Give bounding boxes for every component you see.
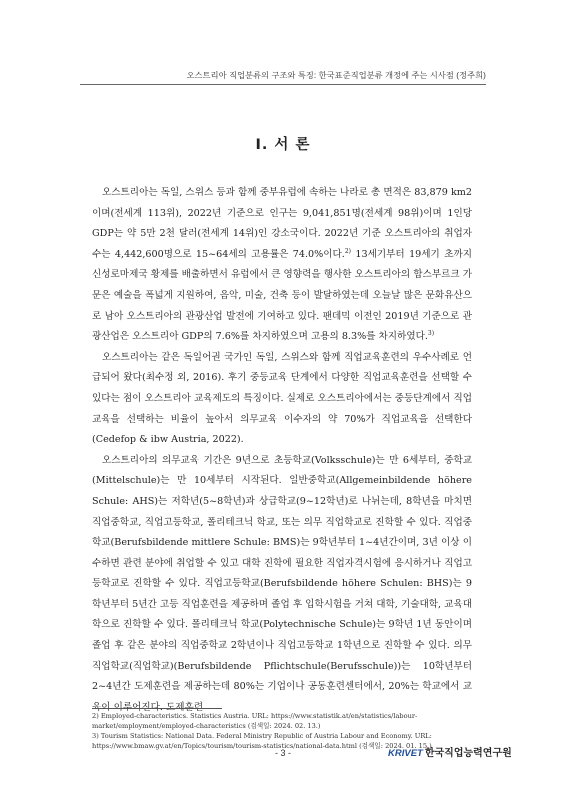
logo-text: 한국직업능력연구원 [424,748,512,759]
body-text [92,183,472,718]
paragraph-1 [92,183,472,348]
logo-mark: KRIVET [388,748,423,759]
page-number: - 3 - [274,748,291,758]
krivet-logo [388,741,512,760]
footnote-rule [92,708,222,709]
paragraph-1-text-b: 13세기부터 19세기 초까지 신성로마제국 황제를 배출하면서 유럽에서 큰 영향력을 행사한 오스트리아의 합스부르크 가문은 예술을 폭넓게 지원하여, 음악, 미술, 건축 등이 발달하였는데 오늘날 많은 문화유산으로 남아 오스트리아의 관광산업 발전에 기여하고 있다. 팬데믹 이전인 2019년 기준으로 관광산업은 오스트리아 GDP의 7.6%를 차지하였으며 고용의 8.3%를 차지하였다. [92,248,472,343]
paragraph-1-text-a: 오스트리아는 독일, 스위스 등과 함께 중부유럽에 속하는 나라로 총 면적은 83,879 km2 이며(전세계 113위), 2022년 기준으로 인구는 9,041,851명(전세계 98위)이며 1인당 GDP는 약 5만 2천 달러(전세계 14위)인 강소국이다. 2022년 기준 오스트리아의 취업자 수는 4,442,600명으로 15~64세의 고용률은 74.0%이다. [92,187,472,260]
paragraph-3: 오스트리아의 의무교육 기간은 9년으로 초등학교(Volksschule)는 만 6세부터, 중학교(Mittelschule)는 만 10세부터 시작된다. 일반중학교(Allgemeinbildende höhere Schule: AHS)는 저학년(5~8학년)과 상급학교(9~12학년)로 나뉘는데, 8학년을 마치면 직업중학교, 직업고등학교, 폴리테크닉 학교, 또는 의무 직업학교로 진학할 수 있다. 직업중학교(Berufsbildende mittlere Schule: BMS)는 9학년부터 1~4년간이며, 3년 이상 이수하면 관련 분야에 취업할 수 있고 대학 진학에 필요한 직업자격시험에 응시하거나 직업고등학교로 진학할 수 있다. 직업고등학교(Berufsbildende höhere Schulen: BHS)는 9학년부터 5년간 고등 직업훈련을 제공하며 졸업 후 입학시험을 거쳐 대학, 기술대학, 교육대학으로 진학할 수 있다. 폴리테크닉 학교(Polytechnische Schule)는 9학년 1년 동안이며 졸업 후 같은 분야의 직업중학교 2학년이나 직업고등학교 1학년으로 진학할 수 있다. 의무 직업학교(직업학교)(Berufsbildende Pflichtschule(Berufsschule))는 10학년부터 2~4년간 도제훈련을 제공하는데 80%는 기업이나 공동훈련센터에서, 20%는 학교에서 교육이 이루어진다. 도제훈련 [92,454,472,713]
section-title: I. 서 론 [255,137,311,153]
footnote-2: 2) Employed-characteristics. Statistics Austria. URL: https://www.statistik.at/en/statistics/labour-market/employment/employed-characteristics (검색일: 2024. 02. 13.) [92,712,418,730]
footnote-ref-3: 3) [427,329,435,337]
footnote-3: 3) Tourism Statistics: National Data. Federal Ministry Republic of Austria Labour and Economy. URL: https://www.bmaw.gv.at/en/Topics/tourism/tourism-statistics/national-data.html (검색일: 2024. 01. 15.) [92,732,432,750]
paragraph-2: 오스트리아는 같은 독일어권 국가인 독일, 스위스와 함께 직업교육훈련의 우수사례로 언급되어 왔다(최수정 외, 2016). 후기 중등교육 단계에서 다양한 직업교육훈련을 선택할 수 있다는 점이 오스트리아 교육제도의 특징이다. 실제로 오스트리아에서는 중등단계에서 직업교육을 선택하는 비율이 높아서 의무교육 이수자의 약 70%가 직업교육을 선택한다(Cedefop & ibw Austria, 2022). [92,351,472,446]
footnote-ref-2: 2) [344,247,352,255]
running-header: 오스트리아 직업분류의 구조와 특징: 한국표준직업분류 개정에 주는 시사점 (정주희) [186,71,486,80]
header-rule [80,84,486,85]
